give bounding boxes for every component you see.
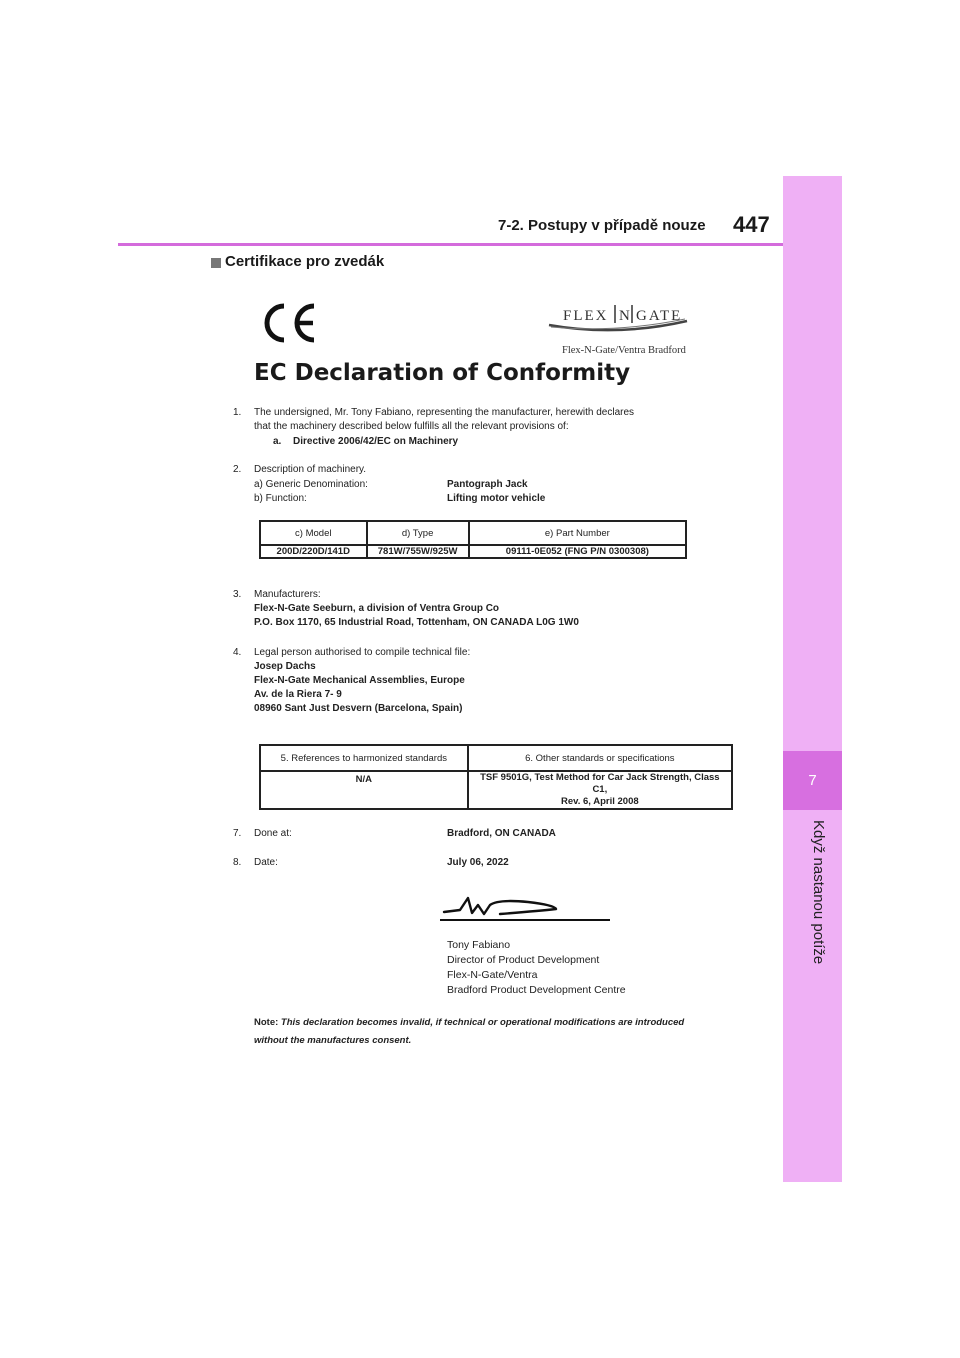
- table-cell: N/A: [260, 771, 468, 809]
- table-row: [260, 545, 686, 558]
- table-cell: 200D/220D/141D: [260, 545, 367, 558]
- generic-denomination-label: a) Generic Denomination:: [254, 479, 368, 490]
- item1-sub-label: a.: [273, 436, 282, 447]
- page-number: 447: [733, 212, 770, 237]
- legal-person-line: Josep Dachs: [254, 661, 316, 672]
- header-rule: [118, 243, 783, 246]
- legal-person-line: 08960 Sant Just Desvern (Barcelona, Spain): [254, 703, 463, 714]
- note-text: without the manufactures consent.: [254, 1035, 412, 1046]
- legal-person-line: Av. de la Riera 7- 9: [254, 689, 342, 700]
- note-text: This declaration becomes invalid, if technical or operational modifications are introduced: [280, 1017, 685, 1028]
- svg-text:GATE: GATE: [636, 308, 683, 324]
- signer-name: Tony Fabiano: [447, 939, 511, 951]
- table-cell: [468, 771, 732, 809]
- item1-line: The undersigned, Mr. Tony Fabiano, representing the manufacturer, herewith declares: [254, 407, 635, 418]
- model-table: [259, 520, 687, 559]
- table-header-cell: c) Model: [260, 521, 367, 545]
- item2-text: Description of machinery.: [254, 464, 367, 475]
- manufacturer-line: Flex-N-Gate Seeburn, a division of Ventra Group Co: [254, 603, 500, 614]
- signer-centre: Bradford Product Development Centre: [447, 984, 626, 996]
- done-at-value: Bradford, ON CANADA: [447, 828, 556, 839]
- chapter-title-vertical: Když nastanou potíže: [810, 820, 827, 965]
- signer-title: Director of Product Development: [447, 954, 600, 966]
- date-value: July 06, 2022: [447, 857, 509, 868]
- item-number: 8.: [233, 857, 242, 868]
- table-cell: 781W/755W/925W: [367, 545, 469, 558]
- signature-image: [438, 893, 614, 923]
- heading-bullet-icon: [211, 258, 221, 268]
- standards-line: Rev. 6, April 2008: [561, 796, 639, 807]
- manufacturer-line: P.O. Box 1170, 65 Industrial Road, Tottenham, ON CANADA L0G 1W0: [254, 617, 579, 628]
- item4-text: Legal person authorised to compile technical file:: [254, 647, 471, 658]
- standards-table: [259, 744, 733, 810]
- flex-n-gate-logo: [547, 303, 689, 339]
- table-header-cell: d) Type: [367, 521, 469, 545]
- item-number: 2.: [233, 464, 242, 475]
- chapter-side-bar: [783, 176, 842, 1182]
- table-header-row: [260, 745, 732, 771]
- table-header-cell: 6. Other standards or specifications: [468, 745, 732, 771]
- function-value: Lifting motor vehicle: [447, 493, 546, 504]
- svg-text:N: N: [619, 308, 630, 324]
- signer-company: Flex-N-Gate/Ventra: [447, 969, 538, 981]
- section-title: 7-2. Postupy v případě nouze: [498, 217, 706, 234]
- item-number: 4.: [233, 647, 242, 658]
- item-number: 3.: [233, 589, 242, 600]
- generic-denomination-value: Pantograph Jack: [447, 479, 528, 490]
- table-header-cell: e) Part Number: [469, 521, 686, 545]
- chapter-number: 7: [808, 772, 817, 789]
- chapter-number-tab[interactable]: [783, 751, 842, 810]
- date-label: Date:: [254, 857, 278, 868]
- table-header-cell: 5. References to harmonized standards: [260, 745, 468, 771]
- legal-person-line: Flex-N-Gate Mechanical Assemblies, Europe: [254, 675, 465, 686]
- directive-text: Directive 2006/42/EC on Machinery: [293, 436, 459, 447]
- item-number: 1.: [233, 407, 242, 418]
- signer-block: [447, 938, 626, 998]
- table-row: [260, 771, 732, 809]
- declaration-title: EC Declaration of Conformity: [254, 360, 631, 386]
- function-label: b) Function:: [254, 493, 307, 504]
- item3-text: Manufacturers:: [254, 589, 321, 600]
- note: [254, 1014, 724, 1050]
- done-at-label: Done at:: [254, 828, 292, 839]
- table-cell: 09111-0E052 (FNG P/N 0300308): [469, 545, 686, 558]
- ce-mark-icon: [258, 300, 320, 346]
- standards-line: TSF 9501G, Test Method for Car Jack Strength, Class C1,: [480, 772, 720, 795]
- item1-line: that the machinery described below fulfills all the relevant provisions of:: [254, 421, 569, 432]
- svg-text:FLEX: FLEX: [563, 308, 609, 324]
- logo-caption: Flex-N-Gate/Ventra Bradford: [562, 345, 686, 356]
- item-number: 7.: [233, 828, 242, 839]
- note-label: Note:: [254, 1017, 279, 1028]
- table-header-row: [260, 521, 686, 545]
- subsection-heading: Certifikace pro zvedák: [225, 253, 385, 270]
